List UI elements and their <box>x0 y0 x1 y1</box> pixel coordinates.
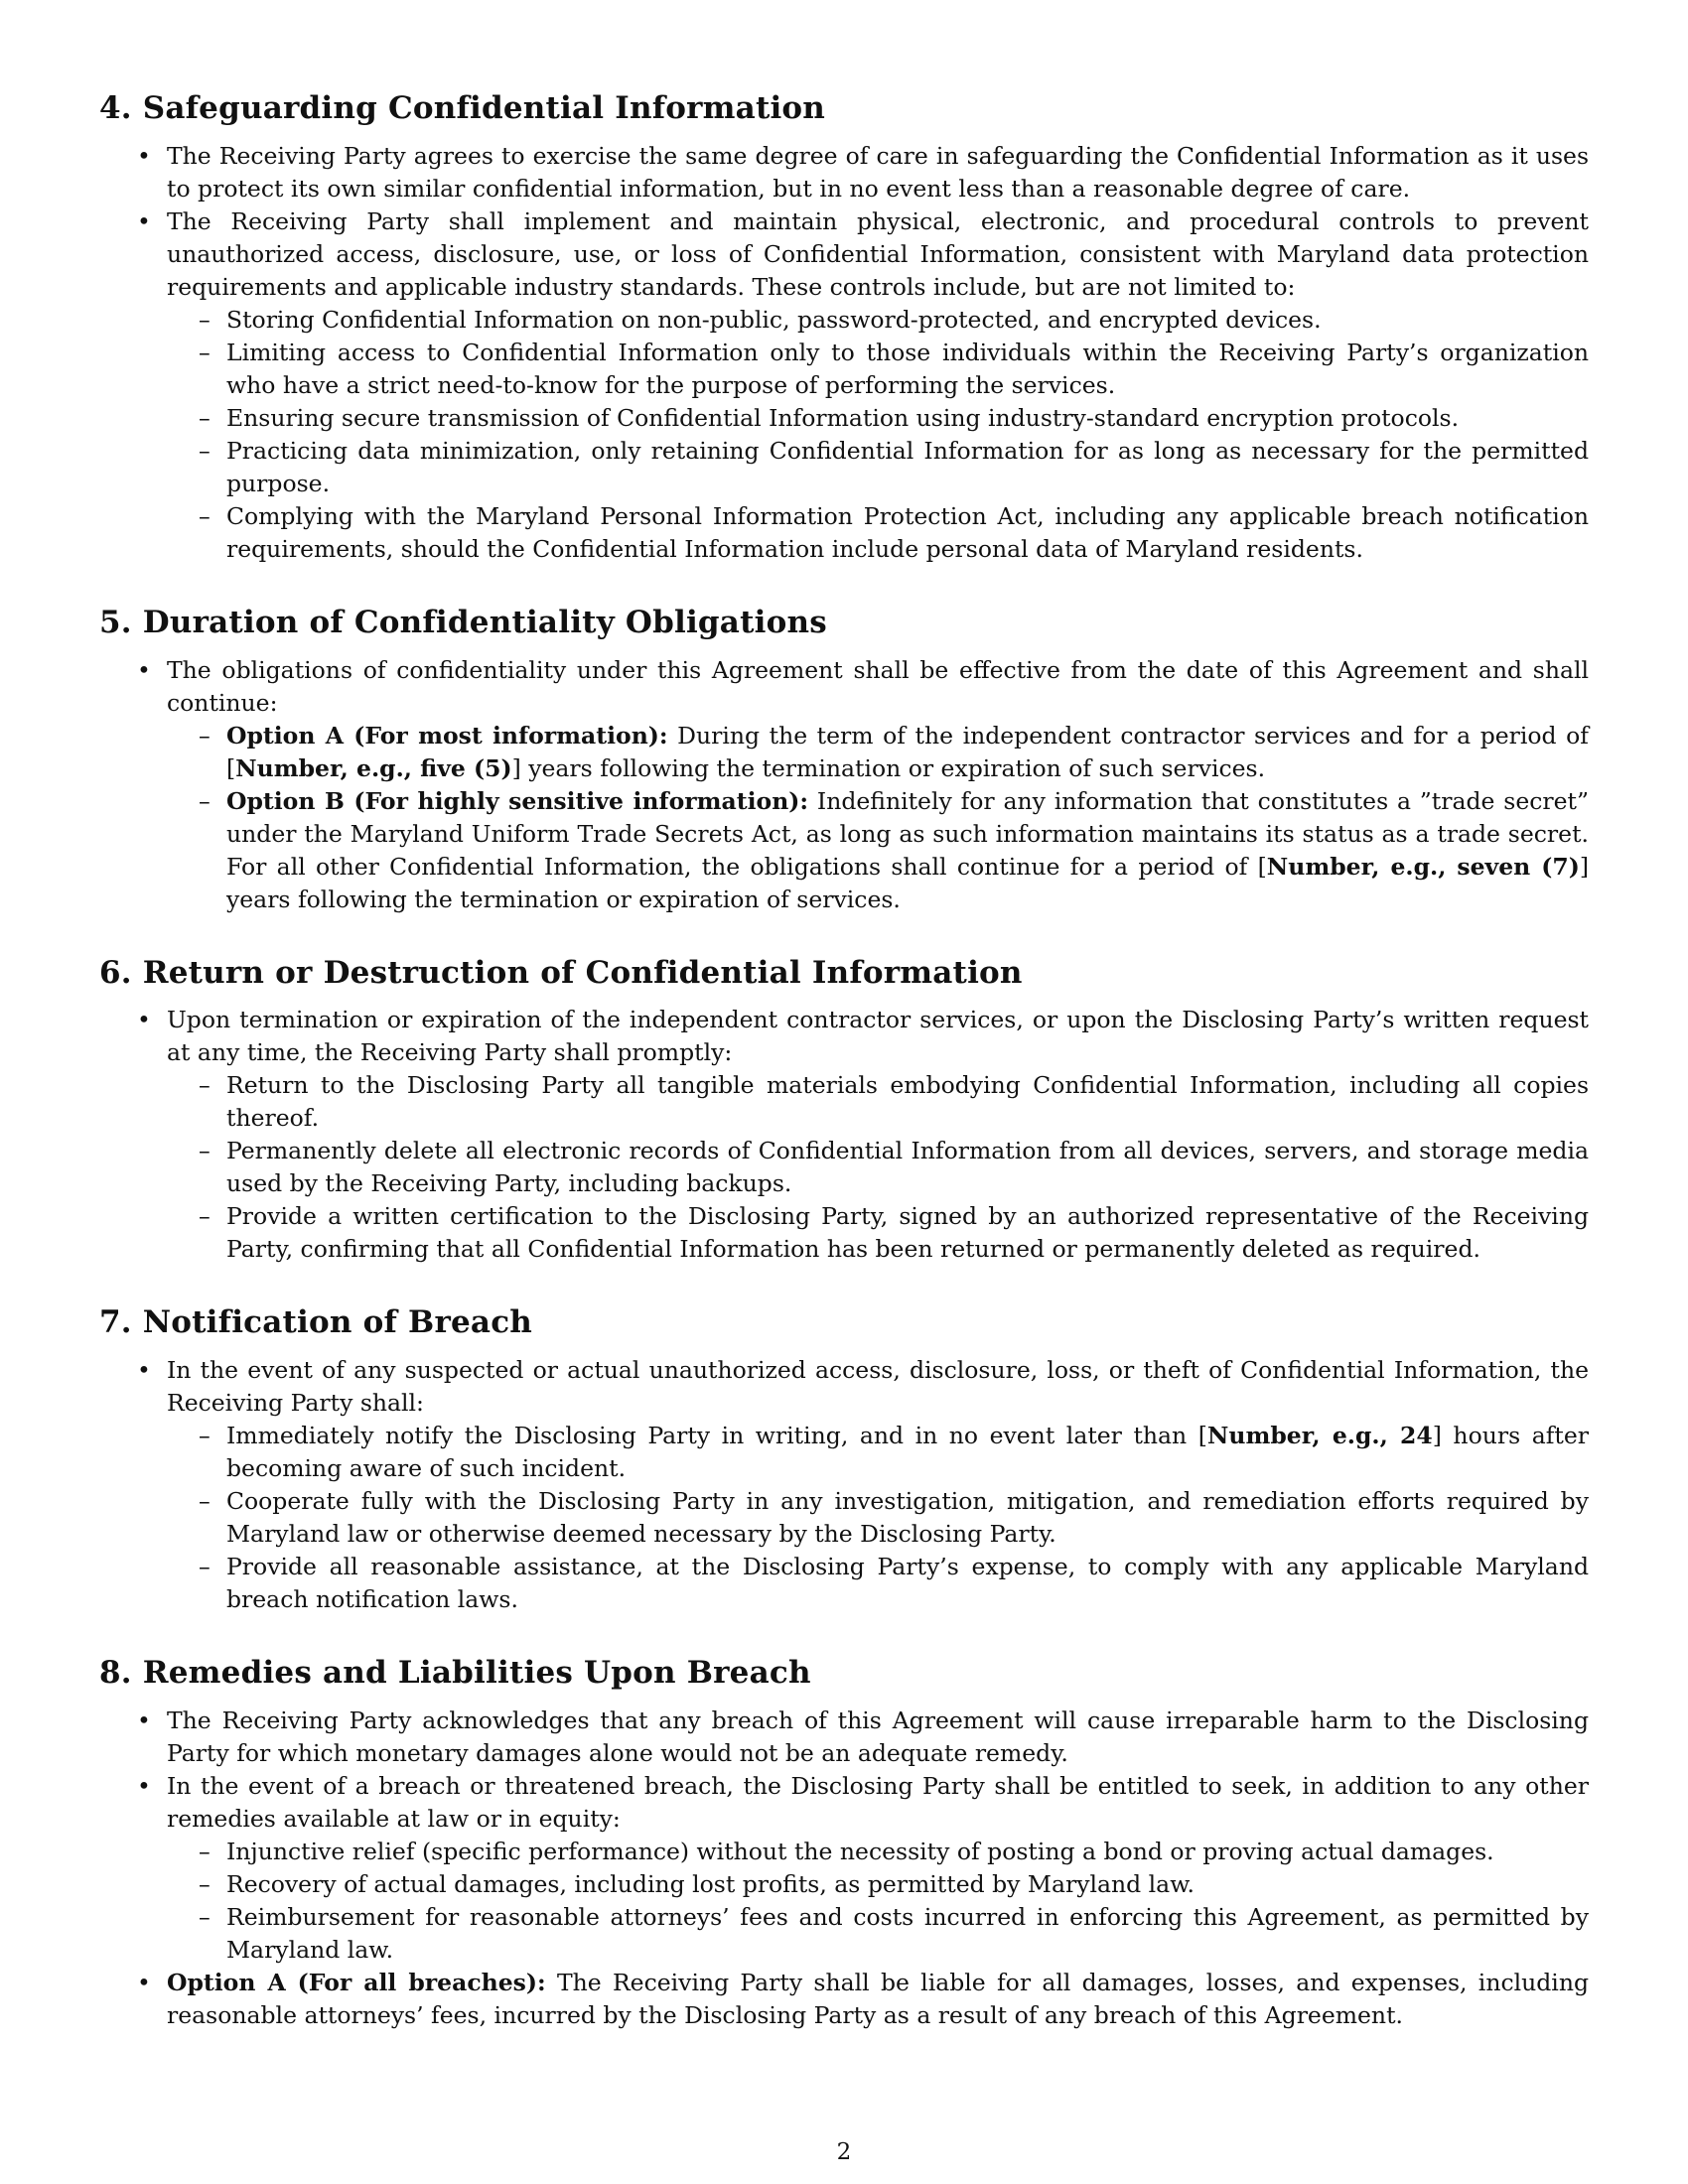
sub-item-text: ] hours after becoming aware of such incident. <box>226 1422 1589 1482</box>
section-heading: 7. Notification of Breach <box>99 1304 533 1341</box>
section-7 <box>99 1303 1589 1616</box>
bullet-item <box>99 140 1589 205</box>
sub-item-text: Ensuring secure transmission of Confidential Information using industry-standard encryption protocols. <box>226 403 1460 432</box>
bullet-list <box>99 654 1589 916</box>
sub-item <box>167 1420 1589 1485</box>
sub-item-text: Limiting access to Confidential Information only to those individuals within the Receiving Party’s organization who have a strict need-to-know for the purpose of performing the services. <box>226 338 1589 399</box>
sub-item <box>167 1200 1589 1266</box>
bullet-text: The obligations of confidentiality under this Agreement shall be effective from the date of this Agreement and shall continue: <box>167 655 1589 717</box>
sub-item-text: ] years following the termination or expiration of such services. <box>511 753 1266 782</box>
sub-item <box>167 435 1589 500</box>
sub-item-text: Practicing data minimization, only retaining Confidential Information for as long as necessary for the permitted purpose. <box>226 436 1589 497</box>
document-page <box>99 89 1589 2070</box>
bullet-text: The Receiving Party shall implement and maintain physical, electronic, and procedural controls to prevent unauthorized access, disclosure, use, or loss of Confidential Information, consistent with Maryland data protection requirements and applicable industry standards. These controls include, but are not limited to: <box>167 206 1589 301</box>
bullet-item <box>99 1705 1589 1770</box>
sub-item <box>167 1901 1589 1967</box>
sub-list <box>167 1420 1589 1616</box>
bullet-text: In the event of any suspected or actual unauthorized access, disclosure, loss, or theft of Confidential Information, the Receiving Party shall: <box>167 1356 1589 1417</box>
bullet-text: The Receiving Party agrees to exercise the same degree of care in safeguarding the Confidential Information as it uses to protect its own similar confidential information, but in no event less than a reasonable degree of care. <box>167 141 1589 203</box>
bullet-item <box>99 654 1589 916</box>
section-4 <box>99 89 1589 566</box>
section-heading: 5. Duration of Confidentiality Obligations <box>99 604 827 640</box>
sub-item <box>167 1135 1589 1200</box>
bullet-item <box>99 205 1589 566</box>
sub-item-text: Reimbursement for reasonable attorneys’ fees and costs incurred in enforcing this Agreement, as permitted by Maryland law. <box>226 1902 1589 1964</box>
bullet-list <box>99 140 1589 566</box>
sub-item <box>167 1069 1589 1135</box>
sub-list <box>167 720 1589 916</box>
bullet-text: The Receiving Party acknowledges that any breach of this Agreement will cause irreparable harm to the Disclosing Party for which monetary damages alone would not be an adequate remedy. <box>167 1706 1589 1767</box>
bullet-item <box>99 1770 1589 1967</box>
bullet-list <box>99 1354 1589 1616</box>
sub-item <box>167 1485 1589 1551</box>
option-label: Option A (For most information): <box>226 721 668 750</box>
section-8 <box>99 1654 1589 2032</box>
sub-item <box>167 402 1589 435</box>
sub-item <box>167 1868 1589 1901</box>
option-label: Option B (For highly sensitive information): <box>226 786 809 815</box>
placeholder-value: Number, e.g., seven (7) <box>1266 852 1580 881</box>
sub-item-text: Injunctive relief (specific performance) without the necessity of posting a bond or proving actual damages. <box>226 1837 1494 1865</box>
sub-item <box>167 337 1589 402</box>
sub-item-text: Provide all reasonable assistance, at the Disclosing Party’s expense, to comply with any applicable Maryland breach notification laws. <box>226 1553 1589 1613</box>
placeholder-value: Number, e.g., 24 <box>1206 1422 1433 1449</box>
sub-item <box>167 1836 1589 1868</box>
sub-list <box>167 1069 1589 1266</box>
bullet-text: Upon termination or expiration of the independent contractor services, or upon the Disclosing Party’s written request at any time, the Receiving Party shall promptly: <box>167 1006 1589 1067</box>
bullet-item <box>99 1354 1589 1616</box>
sub-item-text: Immediately notify the Disclosing Party in writing, and in no event later than [ <box>226 1422 1207 1449</box>
section-5 <box>99 604 1589 916</box>
sub-list <box>167 304 1589 566</box>
bullet-item <box>99 1004 1589 1266</box>
sub-item <box>167 720 1589 785</box>
sub-item-text: Return to the Disclosing Party all tangible materials embodying Confidential Information, including all copies thereof. <box>226 1071 1589 1133</box>
sub-item-text: Permanently delete all electronic records of Confidential Information from all devices, servers, and storage media used by the Receiving Party, including backups. <box>226 1137 1589 1198</box>
sub-item-text: During the term of the independent contractor services and for a period of [ <box>226 721 1589 782</box>
sub-item-text: Storing Confidential Information on non-public, password-protected, and encrypted devices. <box>226 305 1322 334</box>
sub-item-text: Indefinitely for any information that constitutes a ”trade secret” under the Maryland Uniform Trade Secrets Act, as long as such information maintains its status as a trade secret. For all other Confidential Information, the obligations shall continue for a period of [ <box>226 786 1589 881</box>
sub-item-text: Cooperate fully with the Disclosing Party in any investigation, mitigation, and remediation efforts required by Maryland law or otherwise deemed necessary by the Disclosing Party. <box>226 1487 1589 1548</box>
sub-list <box>167 1836 1589 1967</box>
section-6 <box>99 954 1589 1267</box>
section-heading: 4. Safeguarding Confidential Information <box>99 90 826 126</box>
section-heading: 6. Return or Destruction of Confidential Information <box>99 954 1023 991</box>
bullet-item <box>99 1967 1589 2032</box>
page-number: 2 <box>836 2139 852 2165</box>
bullet-text: The Receiving Party shall be liable for all damages, losses, and expenses, including reasonable attorneys’ fees, incurred by the Disclosing Party as a result of any breach of this Agreement. <box>167 1968 1589 2029</box>
bullet-list <box>99 1705 1589 2032</box>
sub-item <box>167 500 1589 566</box>
sub-item-text: Recovery of actual damages, including lost profits, as permitted by Maryland law. <box>226 1869 1195 1898</box>
sub-item <box>167 304 1589 337</box>
bullet-list <box>99 1004 1589 1266</box>
sub-item <box>167 785 1589 916</box>
sub-item-text: Complying with the Maryland Personal Information Protection Act, including any applicable breach notification requirements, should the Confidential Information include personal data of Maryland residents. <box>226 501 1589 563</box>
option-label: Option A (For all breaches): <box>167 1968 546 1996</box>
bullet-text: In the event of a breach or threatened breach, the Disclosing Party shall be entitled to seek, in addition to any other remedies available at law or in equity: <box>167 1771 1589 1833</box>
sub-item-text: ] years following the termination or expiration of services. <box>226 852 1589 913</box>
sub-item <box>167 1551 1589 1616</box>
sub-item-text: Provide a written certification to the Disclosing Party, signed by an authorized representative of the Receiving Party, confirming that all Confidential Information has been returned or permanently deleted as required. <box>226 1202 1589 1264</box>
placeholder-value: Number, e.g., five (5) <box>235 753 512 782</box>
section-heading: 8. Remedies and Liabilities Upon Breach <box>99 1655 811 1691</box>
